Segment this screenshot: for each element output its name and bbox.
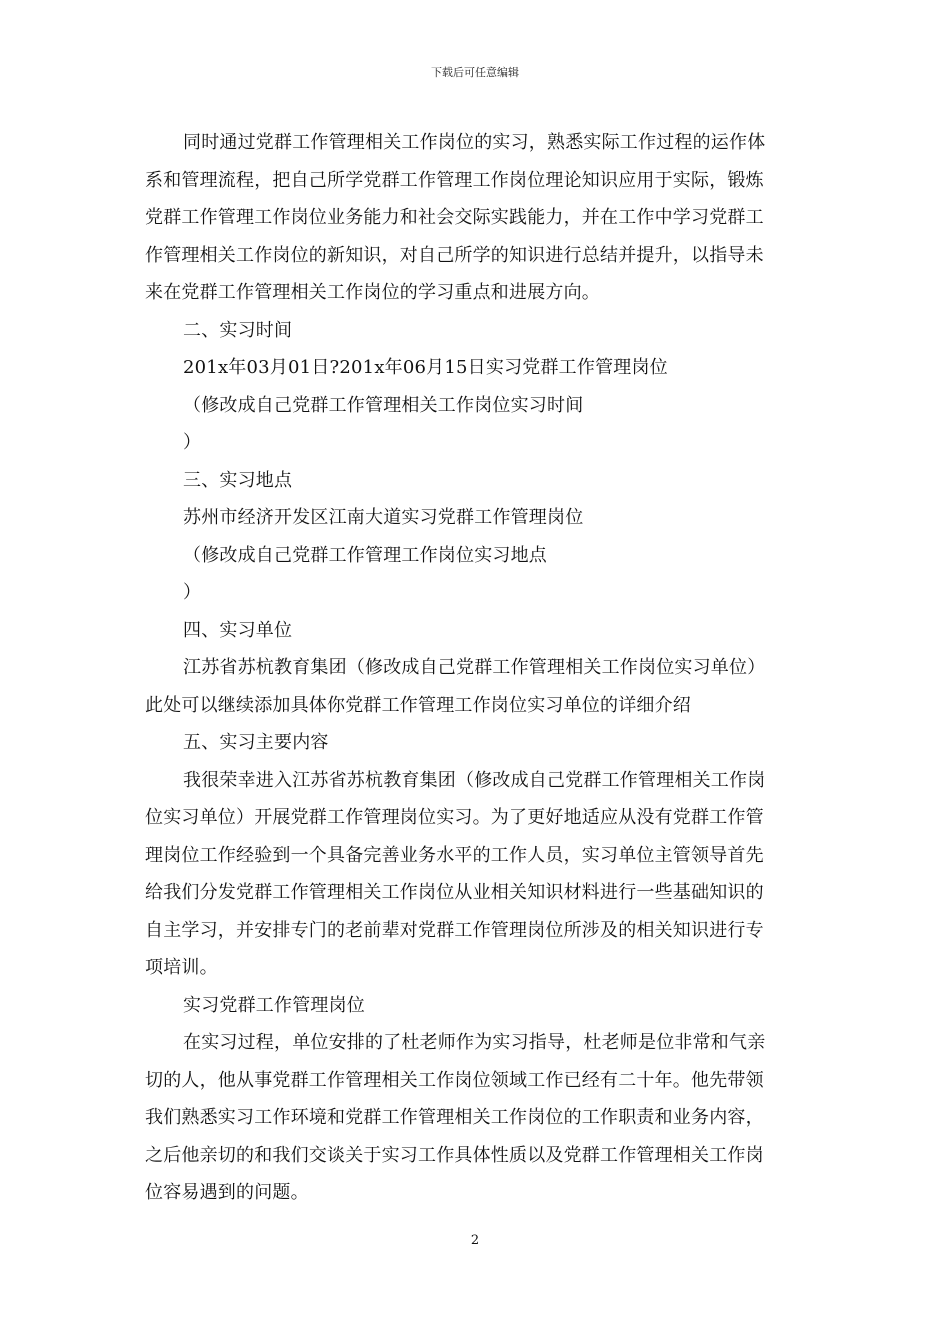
text-line: 此处可以继续添加具体你党群工作管理工作岗位实习单位的详细介绍 [145, 694, 691, 716]
text-line: 同时通过党群工作管理相关工作岗位的实习，熟悉实际工作过程的运作体 [183, 132, 766, 153]
text-line: 实习党群工作管理岗位 [183, 994, 365, 1016]
text-line: 二、实习时间 [183, 319, 293, 341]
text-line: 江苏省苏杭教育集团（修改成自己党群工作管理相关工作岗位实习单位） [183, 657, 766, 678]
text-line: 切的人，他从事党群工作管理相关工作岗位领域工作已经有二十年。他先带领 [145, 1069, 764, 1091]
text-line: 系和管理流程，把自己所学党群工作管理工作岗位理论知识应用于实际，锻炼 [145, 169, 764, 191]
text-line: 项培训。 [145, 957, 218, 978]
text-line: 四、实习单位 [183, 619, 293, 641]
text-line: （修改成自己党群工作管理相关工作岗位实习时间 [183, 394, 584, 416]
text-line: （修改成自己党群工作管理工作岗位实习地点 [183, 544, 547, 566]
text-line: 党群工作管理工作岗位业务能力和社会交际实践能力，并在工作中学习党群工 [145, 207, 764, 228]
page-number: 2 [470, 1233, 480, 1248]
document-body [145, 124, 810, 1212]
text-line: 五、实习主要内容 [183, 732, 329, 753]
text-line: 三、实习地点 [183, 469, 293, 491]
text-line: 自主学习，并安排专门的老前辈对党群工作管理岗位所涉及的相关知识进行专 [145, 919, 764, 941]
text-line: 我很荣幸进入江苏省苏杭教育集团（修改成自己党群工作管理相关工作岗 [183, 769, 766, 791]
text-line: 之后他亲切的和我们交谈关于实习工作具体性质以及党群工作管理相关工作岗 [145, 1144, 764, 1166]
text-line: 理岗位工作经验到一个具备完善业务水平的工作人员，实习单位主管领导首先 [145, 844, 764, 866]
text-line: 在实习过程，单位安排的了杜老师作为实习指导，杜老师是位非常和气亲 [183, 1032, 766, 1053]
page-header: 下载后可任意编辑 [431, 66, 519, 79]
text-line: 位实习单位）开展党群工作管理岗位实习。为了更好地适应从没有党群工作管 [145, 807, 764, 828]
text-line: 201x年03月01日?201x年06月15日实习党群工作管理岗位 [183, 357, 668, 378]
text-line: 位容易遇到的问题。 [145, 1182, 309, 1203]
text-line: 来在党群工作管理相关工作岗位的学习重点和进展方向。 [145, 282, 600, 303]
text-line: 我们熟悉实习工作环境和党群工作管理相关工作岗位的工作职责和业务内容， [145, 1107, 764, 1128]
text-line: ） [183, 582, 202, 603]
text-line: 苏州市经济开发区江南大道实习党群工作管理岗位 [183, 507, 584, 528]
text-line: ） [183, 432, 202, 453]
text-line: 作管理相关工作岗位的新知识，对自己所学的知识进行总结并提升，以指导未 [145, 244, 764, 266]
text-line: 给我们分发党群工作管理相关工作岗位从业相关知识材料进行一些基础知识的 [145, 882, 764, 903]
